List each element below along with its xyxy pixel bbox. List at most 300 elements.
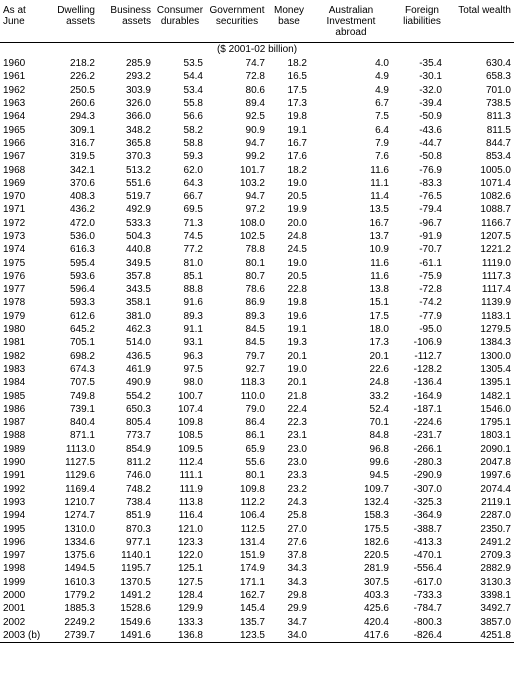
cell-money-base: 19.1 [287, 324, 307, 336]
cell-money-base: 19.0 [287, 177, 307, 189]
cell-foreign-liabilities: -106.9 [413, 337, 442, 349]
cell-year: 1962 [3, 84, 26, 96]
cell-dwelling-assets: 260.6 [69, 98, 95, 110]
cell-money-base: 34.0 [268, 629, 310, 643]
cell-investment-abroad: 99.6 [369, 457, 389, 469]
cell-foreign-liabilities: -136.4 [413, 377, 442, 389]
cell-business-assets: 436.5 [125, 350, 151, 362]
cell-business-assets: 492.9 [125, 204, 151, 216]
cell-year: 1978 [3, 297, 26, 309]
cell-business-assets: 554.2 [125, 390, 151, 402]
cell-total-wealth: 701.0 [485, 84, 511, 96]
table-row [0, 270, 514, 283]
cell-business-assets: 1370.5 [120, 576, 151, 588]
cell-investment-abroad: 7.9 [375, 137, 389, 149]
cell-foreign-liabilities: -39.4 [419, 98, 442, 110]
table-row [0, 256, 514, 269]
cell-total-wealth: 1207.5 [480, 231, 511, 242]
cell-foreign-liabilities: -290.9 [413, 470, 442, 482]
cell-business-assets: 773.7 [125, 430, 151, 442]
cell-investment-abroad: 425.6 [363, 603, 389, 615]
cell-government-securities: 84.5 [245, 337, 265, 349]
cell-consumer-durables: 129.9 [177, 603, 203, 615]
cell-total-wealth: 2491.2 [480, 536, 511, 548]
cell-consumer-durables: 121.0 [177, 523, 203, 535]
cell-dwelling-assets: 436.2 [69, 204, 95, 216]
cell-business-assets: 854.9 [125, 443, 151, 455]
cell-consumer-durables: 55.8 [183, 98, 203, 110]
cell-investment-abroad: 18.0 [369, 324, 389, 336]
cell-money-base: 16.5 [287, 71, 307, 83]
cell-investment-abroad: 281.9 [363, 563, 389, 575]
cell-money-base: 23.2 [287, 483, 307, 495]
cell-total-wealth: 2074.4 [480, 483, 511, 495]
cell-year: 2002 [3, 616, 26, 628]
cell-government-securities: 94.7 [245, 137, 265, 149]
cell-government-securities: 80.7 [245, 270, 265, 282]
cell-consumer-durables: 96.3 [183, 350, 203, 362]
cell-investment-abroad: 22.6 [369, 363, 389, 375]
cell-year: 1960 [3, 58, 26, 70]
table-row [0, 137, 514, 150]
cell-foreign-liabilities: -164.9 [413, 390, 442, 402]
cell-dwelling-assets: 1127.5 [65, 457, 95, 469]
table-row [0, 456, 514, 469]
cell-business-assets: 551.6 [125, 177, 151, 189]
cell-foreign-liabilities: -733.3 [413, 590, 442, 602]
cell-money-base: 23.3 [287, 470, 307, 482]
cell-money-base: 25.8 [287, 510, 307, 522]
cell-dwelling-assets: 1113.0 [65, 443, 95, 455]
header-government-securities: Government securities [206, 0, 268, 43]
cell-dwelling-assets: 2739.7 [42, 629, 98, 643]
cell-investment-abroad: 16.7 [369, 217, 389, 229]
cell-money-base: 22.4 [287, 403, 307, 415]
table-row [0, 163, 514, 176]
cell-investment-abroad: 182.6 [363, 536, 389, 548]
cell-business-assets: 358.1 [125, 297, 151, 309]
cell-business-assets: 370.3 [125, 151, 151, 163]
cell-government-securities: 97.2 [245, 204, 265, 216]
cell-year: 1969 [3, 177, 26, 189]
cell-government-securities: 90.9 [245, 124, 265, 136]
cell-year: 1986 [3, 403, 26, 415]
cell-dwelling-assets: 1310.0 [64, 523, 95, 535]
cell-total-wealth: 1117.3 [481, 270, 511, 282]
cell-year: 1973 [3, 231, 26, 242]
cell-money-base: 19.8 [287, 297, 307, 309]
cell-consumer-durables: 88.8 [183, 284, 203, 296]
cell-total-wealth: 2287.0 [480, 510, 511, 522]
cell-foreign-liabilities: -96.7 [419, 217, 442, 229]
cell-investment-abroad: 109.7 [363, 483, 389, 495]
cell-consumer-durables: 66.7 [183, 191, 203, 203]
cell-government-securities: 118.3 [240, 377, 265, 389]
cell-year: 1985 [3, 390, 26, 402]
cell-business-assets: 977.1 [125, 536, 151, 548]
cell-investment-abroad: 11.1 [370, 177, 389, 189]
header-as-at-june: As at June [0, 0, 42, 43]
cell-dwelling-assets: 408.3 [69, 191, 95, 203]
cell-consumer-durables: 93.1 [183, 337, 203, 349]
cell-investment-abroad: 96.8 [369, 443, 389, 455]
table-row [0, 70, 514, 83]
cell-investment-abroad: 70.1 [369, 417, 389, 429]
cell-government-securities: 151.9 [239, 550, 265, 562]
table-row [0, 57, 514, 70]
cell-government-securities: 79.7 [245, 350, 265, 362]
cell-money-base: 34.3 [287, 563, 307, 575]
cell-total-wealth: 2350.7 [480, 523, 511, 535]
cell-year: 2000 [3, 590, 26, 602]
cell-business-assets: 504.3 [125, 231, 151, 242]
cell-year: 1988 [3, 430, 26, 442]
cell-foreign-liabilities: -77.9 [419, 310, 442, 322]
cell-consumer-durables: 100.7 [177, 390, 203, 402]
cell-investment-abroad: 13.5 [369, 204, 389, 216]
cell-dwelling-assets: 1274.7 [64, 510, 95, 522]
cell-money-base: 23.0 [287, 443, 307, 455]
cell-money-base: 27.0 [287, 523, 307, 535]
cell-money-base: 17.3 [287, 98, 307, 110]
cell-total-wealth: 1997.6 [480, 470, 511, 482]
cell-year: 1968 [3, 164, 26, 176]
table-row [0, 629, 514, 643]
cell-money-base: 29.9 [287, 603, 307, 615]
cell-year: 1983 [3, 363, 26, 375]
cell-total-wealth: 811.3 [486, 111, 511, 123]
cell-investment-abroad: 13.8 [369, 284, 389, 296]
table-row [0, 536, 514, 549]
cell-year: 1992 [3, 483, 26, 495]
header-consumer-durables: Consumer durables [154, 0, 206, 43]
cell-business-assets: 851.9 [125, 510, 151, 522]
cell-dwelling-assets: 1129.6 [65, 470, 95, 482]
cell-total-wealth: 738.5 [485, 98, 511, 110]
cell-money-base: 20.1 [287, 377, 307, 389]
cell-government-securities: 92.7 [245, 363, 265, 375]
table-row [0, 323, 514, 336]
cell-foreign-liabilities: -50.8 [419, 151, 442, 163]
cell-dwelling-assets: 1375.6 [64, 550, 95, 562]
cell-dwelling-assets: 707.5 [69, 377, 95, 389]
cell-government-securities: 86.9 [245, 297, 265, 309]
table-row [0, 389, 514, 402]
cell-investment-abroad: 6.7 [375, 98, 389, 110]
cell-dwelling-assets: 1885.3 [64, 603, 95, 615]
cell-total-wealth: 1395.1 [480, 377, 511, 389]
cell-business-assets: 293.2 [125, 71, 151, 83]
cell-consumer-durables: 54.4 [183, 71, 203, 83]
cell-year: 1993 [3, 496, 26, 508]
cell-consumer-durables: 85.1 [183, 270, 203, 282]
cell-government-securities: 80.6 [245, 84, 265, 96]
cell-investment-abroad: 307.5 [363, 576, 389, 588]
cell-total-wealth: 1803.1 [480, 430, 511, 442]
cell-investment-abroad: 4.9 [375, 71, 389, 83]
cell-consumer-durables: 122.0 [177, 550, 203, 562]
cell-money-base: 24.8 [287, 231, 307, 242]
cell-foreign-liabilities: -75.9 [419, 270, 442, 282]
cell-year: 1964 [3, 111, 26, 123]
cell-government-securities: 131.4 [239, 536, 265, 548]
cell-investment-abroad: 33.2 [369, 390, 389, 402]
cell-foreign-liabilities: -231.7 [413, 430, 442, 442]
cell-foreign-liabilities: -556.4 [413, 563, 442, 575]
cell-money-base: 37.8 [287, 550, 307, 562]
cell-business-assets: 366.0 [125, 111, 151, 123]
cell-year: 1994 [3, 510, 26, 522]
cell-consumer-durables: 71.3 [183, 217, 203, 229]
cell-government-securities: 101.7 [239, 164, 265, 176]
cell-foreign-liabilities: -325.3 [413, 496, 442, 508]
cell-money-base: 20.1 [287, 350, 307, 362]
cell-year: 1981 [3, 337, 26, 349]
cell-money-base: 16.7 [287, 137, 307, 149]
table-row [0, 376, 514, 389]
cell-total-wealth: 1071.4 [480, 177, 511, 189]
header-total-wealth: Total wealth [452, 0, 514, 43]
cell-year: 2001 [3, 603, 26, 615]
cell-business-assets: 1549.6 [120, 616, 151, 628]
cell-total-wealth: 2119.1 [481, 496, 511, 508]
cell-total-wealth: 1482.1 [480, 390, 511, 402]
table-row [0, 217, 514, 230]
cell-money-base: 20.0 [287, 217, 307, 229]
table-row [0, 615, 514, 628]
cell-dwelling-assets: 226.2 [69, 71, 95, 83]
cell-dwelling-assets: 1210.7 [64, 496, 95, 508]
cell-foreign-liabilities: -826.4 [392, 629, 452, 643]
cell-foreign-liabilities: -280.3 [413, 457, 442, 469]
table-row [0, 110, 514, 123]
cell-business-assets: 461.9 [125, 363, 151, 375]
table-row [0, 177, 514, 190]
cell-foreign-liabilities: -784.7 [413, 603, 442, 615]
cell-foreign-liabilities: -76.5 [419, 191, 442, 203]
cell-business-assets: 1195.7 [121, 563, 151, 575]
cell-foreign-liabilities: -76.9 [419, 164, 442, 176]
cell-consumer-durables: 133.3 [177, 616, 203, 628]
cell-consumer-durables: 81.0 [183, 257, 203, 269]
cell-consumer-durables: 107.4 [177, 403, 203, 415]
table-row [0, 602, 514, 615]
cell-consumer-durables: 109.8 [177, 417, 203, 429]
cell-investment-abroad: 20.1 [369, 350, 389, 362]
table-row [0, 84, 514, 97]
cell-money-base: 24.5 [287, 244, 307, 256]
cell-consumer-durables: 53.5 [183, 58, 203, 70]
cell-business-assets: 326.0 [125, 98, 151, 110]
cell-government-securities: 103.2 [239, 177, 265, 189]
cell-business-assets: 285.9 [125, 58, 151, 70]
cell-money-base: 19.6 [287, 310, 307, 322]
cell-year: 1987 [3, 417, 26, 429]
cell-dwelling-assets: 1610.3 [64, 576, 95, 588]
cell-business-assets: 870.3 [125, 523, 151, 535]
cell-consumer-durables: 56.6 [183, 111, 203, 123]
cell-government-securities: 80.1 [245, 257, 265, 269]
cell-consumer-durables: 89.3 [183, 310, 203, 322]
cell-foreign-liabilities: -74.2 [419, 297, 442, 309]
cell-money-base: 22.3 [287, 417, 307, 429]
cell-total-wealth: 2047.8 [480, 457, 511, 469]
cell-dwelling-assets: 616.3 [69, 244, 95, 256]
table-header [0, 0, 514, 43]
cell-year: 1982 [3, 350, 26, 362]
header-australian-investment-abroad: Australian Investment abroad [310, 0, 392, 43]
cell-dwelling-assets: 1334.6 [64, 536, 95, 548]
cell-dwelling-assets: 319.5 [69, 151, 95, 163]
cell-foreign-liabilities: -91.9 [419, 231, 442, 242]
cell-business-assets: 746.0 [125, 470, 151, 482]
table-row [0, 589, 514, 602]
cell-foreign-liabilities: -800.3 [413, 616, 442, 628]
cell-money-base: 27.6 [287, 536, 307, 548]
table-row [0, 403, 514, 416]
cell-government-securities: 72.8 [245, 71, 265, 83]
cell-government-securities: 65.9 [245, 443, 265, 455]
table-row [0, 243, 514, 256]
cell-business-assets: 514.0 [125, 337, 151, 349]
cell-year: 1972 [3, 217, 26, 229]
cell-year: 1963 [3, 98, 26, 110]
cell-total-wealth: 2882.9 [480, 563, 511, 575]
cell-business-assets: 1491.2 [120, 590, 151, 602]
cell-business-assets: 440.8 [125, 244, 151, 256]
table-row [0, 469, 514, 482]
cell-year: 1995 [3, 523, 26, 535]
cell-consumer-durables: 69.5 [183, 204, 203, 216]
cell-business-assets: 805.4 [125, 417, 151, 429]
table-body [0, 57, 514, 643]
cell-money-base: 34.7 [287, 616, 307, 628]
cell-consumer-durables: 59.3 [183, 151, 203, 163]
cell-dwelling-assets: 698.2 [69, 350, 95, 362]
cell-total-wealth: 1795.1 [480, 417, 511, 429]
cell-government-securities: 79.0 [245, 403, 265, 415]
cell-government-securities: 74.7 [245, 58, 265, 70]
cell-total-wealth: 1300.0 [480, 350, 511, 362]
cell-consumer-durables: 58.2 [183, 124, 203, 136]
unit-note: ($ 2001-02 billion) [216, 44, 298, 55]
cell-money-base: 23.1 [287, 430, 307, 442]
cell-government-securities: 108.0 [239, 217, 265, 229]
cell-year: 1975 [3, 257, 26, 269]
cell-foreign-liabilities: -388.7 [413, 523, 442, 535]
cell-money-base: 22.8 [287, 284, 307, 296]
cell-government-securities: 102.5 [239, 231, 265, 242]
table-row [0, 296, 514, 309]
cell-investment-abroad: 4.0 [375, 58, 389, 70]
cell-foreign-liabilities: -70.7 [419, 244, 442, 256]
cell-foreign-liabilities: -364.9 [413, 510, 442, 522]
cell-investment-abroad: 4.9 [375, 84, 389, 96]
cell-business-assets: 349.5 [125, 257, 151, 269]
cell-dwelling-assets: 316.7 [69, 137, 95, 149]
cell-government-securities: 110.0 [240, 390, 265, 402]
cell-total-wealth: 1005.0 [480, 164, 511, 176]
cell-dwelling-assets: 739.1 [69, 403, 95, 415]
cell-dwelling-assets: 593.3 [69, 297, 95, 309]
cell-foreign-liabilities: -30.1 [419, 71, 442, 83]
header-foreign-liabilities: Foreign liabilities [392, 0, 452, 43]
cell-investment-abroad: 417.6 [310, 629, 392, 643]
cell-investment-abroad: 94.5 [369, 470, 389, 482]
cell-government-securities: 106.4 [239, 510, 265, 522]
cell-year: 1989 [3, 443, 26, 455]
cell-total-wealth: 1088.7 [480, 204, 511, 216]
cell-business-assets: 650.3 [125, 403, 151, 415]
cell-business-assets: 1140.1 [121, 550, 151, 562]
cell-business-assets: 348.2 [125, 124, 151, 136]
cell-government-securities: 86.4 [245, 417, 265, 429]
cell-dwelling-assets: 749.8 [69, 390, 95, 402]
cell-business-assets: 343.5 [125, 284, 151, 296]
cell-foreign-liabilities: -50.9 [419, 111, 442, 123]
cell-year: 1996 [3, 536, 26, 548]
cell-consumer-durables: 127.5 [177, 576, 203, 588]
table-row [0, 443, 514, 456]
cell-dwelling-assets: 705.1 [69, 337, 95, 349]
cell-consumer-durables: 91.1 [183, 324, 203, 336]
cell-business-assets: 748.2 [125, 483, 151, 495]
cell-money-base: 19.1 [287, 124, 307, 136]
cell-foreign-liabilities: -470.1 [413, 550, 442, 562]
cell-dwelling-assets: 840.4 [69, 417, 95, 429]
cell-money-base: 34.3 [287, 576, 307, 588]
cell-year: 1961 [3, 71, 26, 83]
cell-business-assets: 513.2 [125, 164, 151, 176]
cell-dwelling-assets: 1494.5 [64, 563, 95, 575]
cell-investment-abroad: 17.3 [369, 337, 389, 349]
cell-total-wealth: 853.4 [485, 151, 511, 163]
cell-investment-abroad: 6.4 [375, 124, 389, 136]
table-row [0, 483, 514, 496]
cell-government-securities: 78.8 [245, 244, 265, 256]
cell-government-securities: 162.7 [239, 590, 265, 602]
cell-money-base: 19.0 [287, 363, 307, 375]
cell-money-base: 23.0 [287, 457, 307, 469]
cell-year: 1965 [3, 124, 26, 136]
cell-investment-abroad: 158.3 [363, 510, 389, 522]
cell-dwelling-assets: 309.1 [69, 124, 95, 136]
cell-investment-abroad: 15.1 [369, 297, 389, 309]
cell-dwelling-assets: 2249.2 [64, 616, 95, 628]
cell-consumer-durables: 113.8 [178, 496, 203, 508]
cell-business-assets: 490.9 [125, 377, 151, 389]
table-row [0, 283, 514, 296]
cell-investment-abroad: 420.4 [363, 616, 389, 628]
cell-consumer-durables: 111.1 [179, 470, 203, 482]
cell-total-wealth: 630.4 [485, 58, 511, 70]
table-row [0, 203, 514, 216]
cell-consumer-durables: 64.3 [183, 177, 203, 189]
cell-investment-abroad: 17.5 [369, 310, 389, 322]
cell-foreign-liabilities: -128.2 [413, 363, 442, 375]
cell-foreign-liabilities: -35.4 [419, 58, 442, 70]
cell-year: 1984 [3, 377, 26, 389]
cell-consumer-durables: 123.3 [177, 536, 203, 548]
cell-year: 1976 [3, 270, 26, 282]
cell-dwelling-assets: 595.4 [69, 257, 95, 269]
cell-consumer-durables: 53.4 [183, 84, 203, 96]
header-business-assets: Business assets [98, 0, 154, 43]
cell-money-base: 20.5 [287, 191, 307, 203]
cell-investment-abroad: 10.9 [369, 244, 389, 256]
cell-consumer-durables: 77.2 [183, 244, 203, 256]
header-money-base: Money base [268, 0, 310, 43]
